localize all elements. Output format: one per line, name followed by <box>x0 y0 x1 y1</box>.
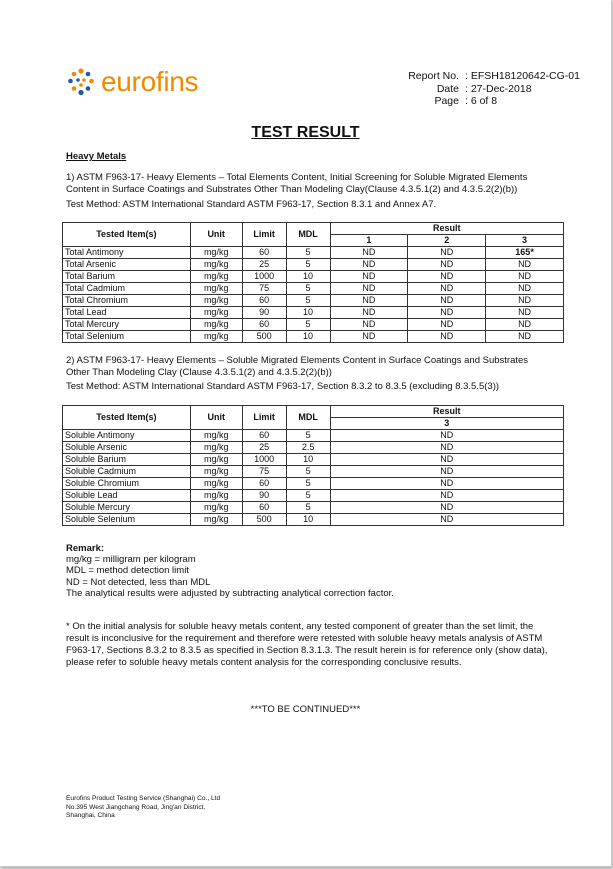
cell-item: Soluble Mercury <box>63 502 191 514</box>
table-row <box>63 490 564 502</box>
cell-r3: ND <box>330 514 563 526</box>
cell-mdl: 5 <box>286 247 330 259</box>
cell-mdl: 5 <box>286 478 330 490</box>
cell-item: Soluble Chromium <box>63 478 191 490</box>
cell-unit: mg/kg <box>190 259 242 271</box>
cell-limit: 60 <box>242 295 286 307</box>
cell-item: Soluble Cadmium <box>63 466 191 478</box>
cell-r1: ND <box>330 307 408 319</box>
cell-limit: 500 <box>242 514 286 526</box>
cell-item: Soluble Lead <box>63 490 191 502</box>
page-value: : 6 of 8 <box>465 95 498 107</box>
date-label: Date <box>436 82 459 95</box>
table-row <box>63 307 564 319</box>
cell-item: Soluble Arsenic <box>63 442 191 454</box>
cell-unit: mg/kg <box>190 478 242 490</box>
table-row <box>63 331 564 343</box>
remark-line: MDL = method detection limit <box>66 565 189 577</box>
cell-unit: mg/kg <box>190 442 242 454</box>
cell-item: Soluble Selenium <box>63 514 191 526</box>
cell-r3: ND <box>486 295 564 307</box>
cell-r3: ND <box>330 454 563 466</box>
eurofins-logo-icon <box>66 67 96 97</box>
cell-mdl: 5 <box>286 490 330 502</box>
cell-unit: mg/kg <box>190 454 242 466</box>
header-result: Result <box>330 223 563 235</box>
cell-r1: ND <box>330 247 408 259</box>
cell-r3: ND <box>486 259 564 271</box>
table-row <box>63 295 564 307</box>
cell-limit: 25 <box>242 259 286 271</box>
continued-marker: ***TO BE CONTINUED*** <box>250 704 361 715</box>
part1-heading <box>66 172 556 196</box>
cell-mdl: 10 <box>286 307 330 319</box>
cell-r3: ND <box>486 283 564 295</box>
part2-heading-line1: 2) ASTM F963-17- Heavy Elements – Soluble Migrated Elements Content in Surface Coatings and Substrates <box>66 355 529 366</box>
cell-mdl: 10 <box>286 331 330 343</box>
header-mdl: MDL <box>286 406 330 430</box>
cell-item: Total Antimony <box>63 247 191 259</box>
cell-limit: 60 <box>242 478 286 490</box>
table-row <box>63 454 564 466</box>
remark-title: Remark: <box>66 543 105 554</box>
remark-line: ND = Not detected, less than MDL <box>66 576 211 588</box>
cell-limit: 25 <box>242 442 286 454</box>
section-title: Heavy Metals <box>66 151 127 162</box>
cell-mdl: 5 <box>286 502 330 514</box>
cell-limit: 1000 <box>242 454 286 466</box>
cell-r3: ND <box>486 271 564 283</box>
table-row <box>63 502 564 514</box>
cell-r2: ND <box>408 331 486 343</box>
cell-r3: ND <box>486 307 564 319</box>
table-row <box>63 247 564 259</box>
cell-limit: 90 <box>242 490 286 502</box>
footer-line: Eurofins Product Testing Service (Shanghai) Co., Ltd <box>66 795 221 802</box>
footer-line: Shanghai, China <box>66 812 115 819</box>
cell-mdl: 10 <box>286 514 330 526</box>
cell-r3: ND <box>486 331 564 343</box>
cell-limit: 90 <box>242 307 286 319</box>
cell-mdl: 10 <box>286 454 330 466</box>
table-row <box>63 259 564 271</box>
cell-limit: 60 <box>242 247 286 259</box>
footnote-line: result is inconclusive for the requirement and therefore were retested with soluble heavy metals analysis of ASTM <box>66 633 543 644</box>
cell-item: Total Arsenic <box>63 259 191 271</box>
footer-address <box>66 795 220 821</box>
cell-r2: ND <box>408 319 486 331</box>
cell-r1: ND <box>330 295 408 307</box>
cell-mdl: 5 <box>286 295 330 307</box>
date-value: : 27-Dec-2018 <box>465 82 532 95</box>
table-row <box>63 514 564 526</box>
cell-item: Total Cadmium <box>63 283 191 295</box>
remark-block <box>66 543 394 599</box>
cell-r3: ND <box>486 319 564 331</box>
cell-item: Total Selenium <box>63 331 191 343</box>
table-row <box>63 430 564 442</box>
cell-unit: mg/kg <box>190 430 242 442</box>
cell-unit: mg/kg <box>190 514 242 526</box>
cell-unit: mg/kg <box>190 502 242 514</box>
header-result-1: 1 <box>330 235 408 247</box>
table-row <box>63 442 564 454</box>
cell-unit: mg/kg <box>190 490 242 502</box>
cell-item: Total Barium <box>63 271 191 283</box>
part2-heading-line2: Other Than Modeling Clay (Clause 4.3.5.1(2) and 4.3.5.2(2)(b)) <box>66 367 332 378</box>
cell-r1: ND <box>330 271 408 283</box>
remark-line: The analytical results were adjusted by subtracting analytical correction factor. <box>66 587 394 599</box>
cell-r2: ND <box>408 295 486 307</box>
header-tested-items: Tested Item(s) <box>63 223 191 247</box>
cell-mdl: 5 <box>286 259 330 271</box>
header-limit: Limit <box>242 406 286 430</box>
cell-item: Total Mercury <box>63 319 191 331</box>
total-elements-table <box>62 222 564 343</box>
remark-line: mg/kg = milligram per kilogram <box>66 554 196 566</box>
part2-heading <box>66 355 556 379</box>
cell-r3: ND <box>330 466 563 478</box>
header-unit: Unit <box>190 223 242 247</box>
header-unit: Unit <box>190 406 242 430</box>
report-info <box>405 70 580 108</box>
cell-r1: ND <box>330 259 408 271</box>
table-row <box>63 271 564 283</box>
cell-r3: ND <box>330 442 563 454</box>
cell-unit: mg/kg <box>190 247 242 259</box>
table-row <box>63 478 564 490</box>
header-mdl: MDL <box>286 223 330 247</box>
cell-mdl: 5 <box>286 319 330 331</box>
soluble-elements-table <box>62 405 564 526</box>
cell-mdl: 2.5 <box>286 442 330 454</box>
cell-limit: 60 <box>242 502 286 514</box>
cell-r3: ND <box>330 478 563 490</box>
logo-text: eurofins <box>101 66 199 97</box>
cell-limit: 75 <box>242 283 286 295</box>
header-result-3: 3 <box>486 235 564 247</box>
header-limit: Limit <box>242 223 286 247</box>
part1-heading-line2: Content in Surface Coatings and Substrates Other Than Modeling Clay(Clause 4.3.5.1(2) and 4.3.5.2(2)(b)) <box>66 184 518 195</box>
cell-item: Soluble Barium <box>63 454 191 466</box>
cell-r2: ND <box>408 271 486 283</box>
footnote-line: please refer to soluble heavy metals content analysis for the corresponding conclusive results. <box>66 657 462 668</box>
report-no-value: : EFSH18120642-CG-01 <box>465 70 580 82</box>
table-row <box>63 283 564 295</box>
cell-unit: mg/kg <box>190 319 242 331</box>
report-no-label: Report No. <box>408 70 459 82</box>
part1-heading-line1: 1) ASTM F963-17- Heavy Elements – Total Elements Content, Initial Screening for Soluble Migrated Elements <box>66 172 528 183</box>
cell-r1: ND <box>330 331 408 343</box>
cell-r3: ND <box>330 502 563 514</box>
cell-item: Total Chromium <box>63 295 191 307</box>
cell-unit: mg/kg <box>190 271 242 283</box>
table-row <box>63 319 564 331</box>
cell-unit: mg/kg <box>190 466 242 478</box>
header-result-2: 2 <box>408 235 486 247</box>
footnote-block <box>66 621 556 669</box>
cell-mdl: 10 <box>286 271 330 283</box>
footnote-line: * On the initial analysis for soluble heavy metals content, any tested component of greater than the set limit, the <box>66 621 534 632</box>
footer-line: No.395 West Jiangchang Road, Jing'an District, <box>66 803 206 811</box>
cell-r3: ND <box>330 490 563 502</box>
table-row <box>63 466 564 478</box>
cell-r2: ND <box>408 283 486 295</box>
header-tested-items: Tested Item(s) <box>63 406 191 430</box>
cell-mdl: 5 <box>286 430 330 442</box>
cell-limit: 60 <box>242 430 286 442</box>
header-result-3: 3 <box>330 418 563 430</box>
cell-r3: ND <box>330 430 563 442</box>
cell-item: Soluble Antimony <box>63 430 191 442</box>
footnote-line: F963-17, Sections 8.3.2 to 8.3.5 as specified in Section 8.3.1.3. The result herein is for reference only (show data), <box>66 645 548 656</box>
page-title <box>0 124 611 142</box>
cell-limit: 500 <box>242 331 286 343</box>
cell-item: Total Lead <box>63 307 191 319</box>
cell-r2: ND <box>408 247 486 259</box>
cell-unit: mg/kg <box>190 295 242 307</box>
cell-mdl: 5 <box>286 283 330 295</box>
cell-mdl: 5 <box>286 466 330 478</box>
cell-r3: 165* <box>486 247 564 259</box>
cell-r1: ND <box>330 319 408 331</box>
cell-r2: ND <box>408 307 486 319</box>
part1-method: Test Method: ASTM International Standard ASTM F963-17, Section 8.3.1 and Annex A7. <box>66 199 437 210</box>
cell-r2: ND <box>408 259 486 271</box>
cell-unit: mg/kg <box>190 283 242 295</box>
cell-unit: mg/kg <box>190 331 242 343</box>
cell-limit: 1000 <box>242 271 286 283</box>
cell-r1: ND <box>330 283 408 295</box>
cell-limit: 60 <box>242 319 286 331</box>
page-title-text: TEST RESULT <box>251 124 360 141</box>
cell-limit: 75 <box>242 466 286 478</box>
cell-unit: mg/kg <box>190 307 242 319</box>
page-label: Page <box>434 95 459 107</box>
header-result: Result <box>330 406 563 418</box>
part2-method: Test Method: ASTM International Standard ASTM F963-17, Section 8.3.2 to 8.3.5 (excluding 8.3.5.5(3)) <box>66 381 500 392</box>
